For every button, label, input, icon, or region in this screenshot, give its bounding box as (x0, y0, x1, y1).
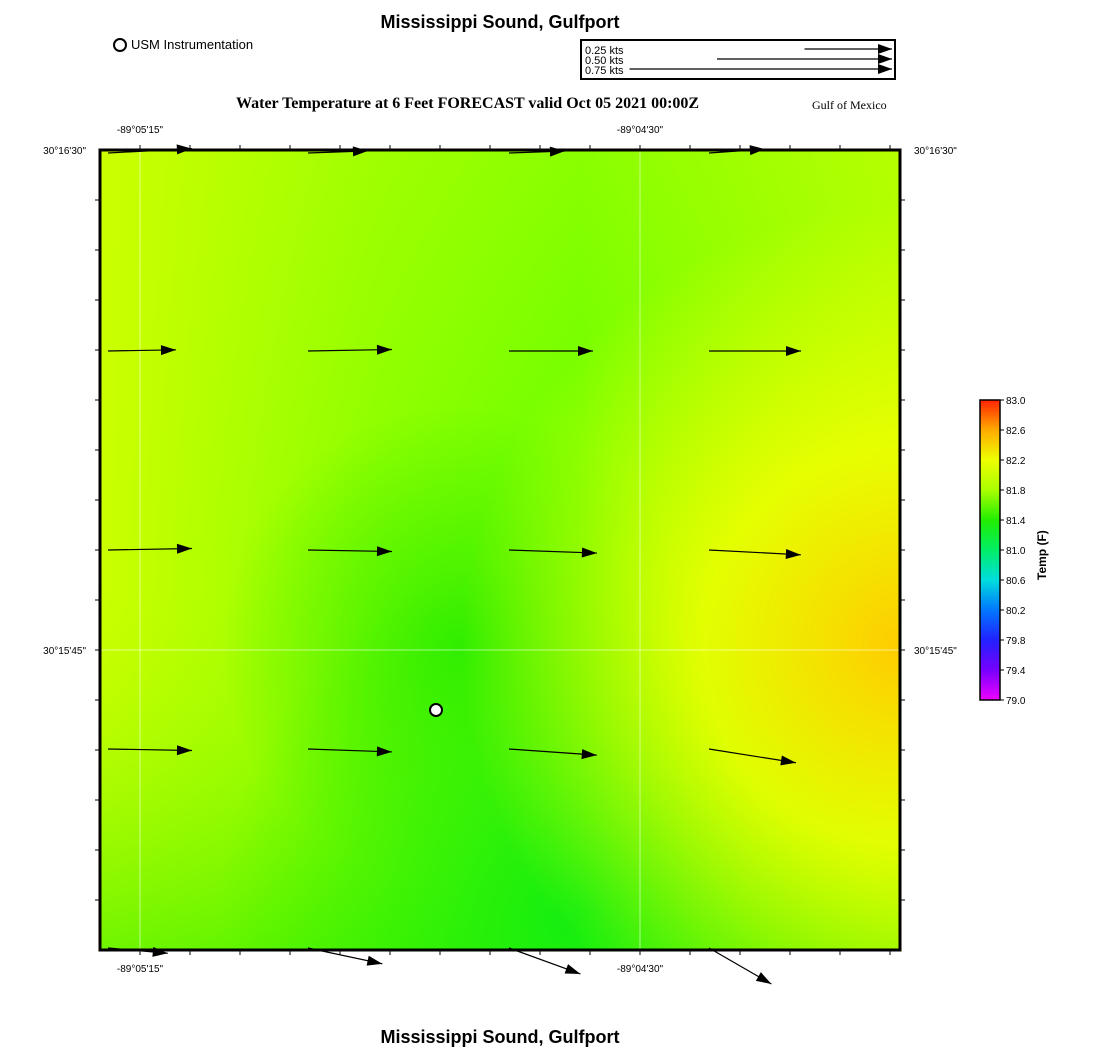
lon-label-top-2: -89°04'30" (616, 125, 664, 136)
colorbar-tick-label: 79.4 (1006, 666, 1026, 677)
colorbar-tick-label: 80.6 (1006, 576, 1026, 587)
speed-legend-label-075: 0.75 kts (585, 65, 624, 77)
temperature-field (100, 150, 900, 950)
lon-label-bottom-2: -89°04'30" (616, 964, 664, 975)
lat-label-left-1: 30°16'30" (43, 146, 86, 157)
colorbar-tick-label: 83.0 (1006, 396, 1026, 407)
colorbar-tick-label: 81.0 (1006, 546, 1026, 557)
lat-label-left-2: 30°15'45" (43, 646, 86, 657)
footer-title: Mississippi Sound, Gulfport (380, 1027, 620, 1047)
colorbar-tick-label: 81.8 (1006, 486, 1026, 497)
colorbar-tick-label: 81.4 (1006, 516, 1026, 527)
lon-label-bottom-1: -89°05'15" (116, 964, 164, 975)
colorbar-gradient (980, 400, 1000, 700)
colorbar-tick-label: 82.2 (1006, 456, 1026, 467)
colorbar-tick-label: 79.8 (1006, 636, 1026, 647)
map-title: Mississippi Sound, Gulfport (380, 12, 620, 32)
colorbar-tick-label: 82.6 (1006, 426, 1026, 437)
station-marker[interactable] (430, 704, 442, 716)
colorbar-tick-label: 80.2 (1006, 606, 1026, 617)
colorbar (980, 396, 1026, 707)
lat-label-right-2: 30°15'45" (914, 646, 957, 657)
current-vector (509, 948, 580, 974)
speed-legend-label-050: 0.50 kts (585, 55, 624, 67)
colorbar-title: Temp (F) (1035, 530, 1049, 580)
region-label: Gulf of Mexico (812, 98, 887, 112)
lat-label-right-1: 30°16'30" (914, 146, 957, 157)
lon-label-top-1: -89°05'15" (116, 125, 164, 136)
station-legend-label: USM Instrumentation (131, 37, 254, 52)
speed-legend-label-025: 0.25 kts (585, 45, 624, 57)
forecast-title: Water Temperature at 6 Feet FORECAST valid Oct 05 2021 00:00Z (236, 95, 700, 112)
colorbar-tick-label: 79.0 (1006, 696, 1026, 707)
